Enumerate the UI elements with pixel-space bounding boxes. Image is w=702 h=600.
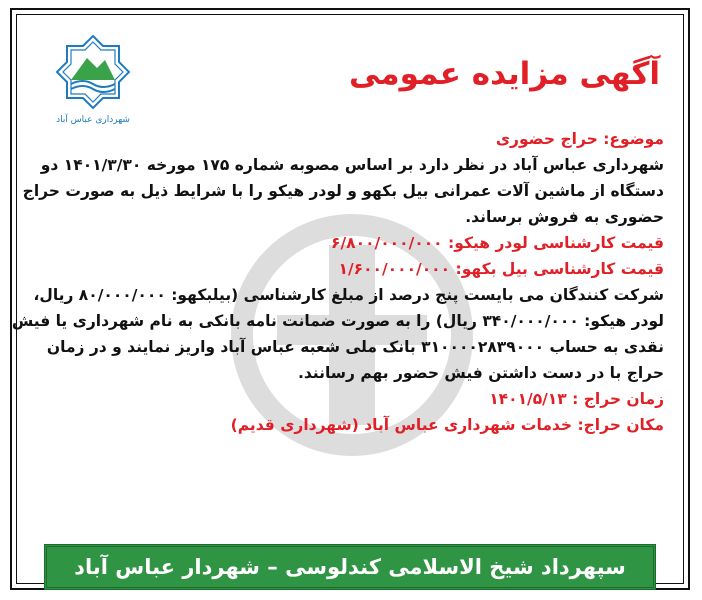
signature-banner: سپهرداد شیخ الاسلامی کندلوسی – شهردار عباس آباد [44, 544, 656, 590]
paragraph1-line: شهرداری عباس آباد در نظر دارد بر اساس مصوبه شماره ۱۷۵ مورخه ۱۴۰۱/۳/۳۰ دو [40, 156, 664, 174]
subject-line: موضوع: حراج حضوری [495, 130, 664, 148]
paragraph2-line: لودر هیکو: ۳۴۰/۰۰۰/۰۰۰ ریال) را به صورت ضمانت نامه بانکی به نام شهرداری یا فیش [11, 312, 664, 330]
paragraph1-line: حضوری به فروش برساند. [465, 208, 664, 226]
paragraph1-line: دستگاه از ماشین آلات عمرانی بیل بکهو و لودر هیکو را با شرایط ذیل به صورت حراج [22, 182, 664, 200]
paragraph2-line: نقدی به حساب ۳۱۰۰۰۰۲۸۳۹۰۰۰ بانک ملی شعبه عباس آباد واریز نمایند و در زمان [46, 338, 664, 356]
notice-title: آگهی مزایده عمومی [349, 56, 660, 92]
municipality-logo-icon [34, 32, 152, 128]
price-loader-line: قیمت کارشناسی لودر هیکو: ۶/۸۰۰/۰۰۰/۰۰۰ [331, 234, 664, 252]
paragraph2-line: حراج با در دست داشتن فیش حضور بهم رسانند. [297, 364, 664, 382]
paragraph2-line: شرکت کنندگان می بایست پنج درصد از مبلغ کارشناسی (بیلبکهو: ۸۰/۰۰۰/۰۰۰ ریال، [33, 286, 664, 304]
logo-caption: شهرداری عباس آباد [56, 115, 130, 125]
price-backhoe-line: قیمت کارشناسی بیل بکهو: ۱/۶۰۰/۰۰۰/۰۰۰ [338, 260, 664, 278]
notice-body [11, 126, 664, 438]
auction-time-line: زمان حراج : ۱۴۰۱/۵/۱۳ [489, 390, 664, 408]
notice-frame [10, 8, 690, 590]
auction-place-line: مکان حراج: خدمات شهرداری عباس آباد (شهرداری قدیم) [230, 416, 664, 434]
